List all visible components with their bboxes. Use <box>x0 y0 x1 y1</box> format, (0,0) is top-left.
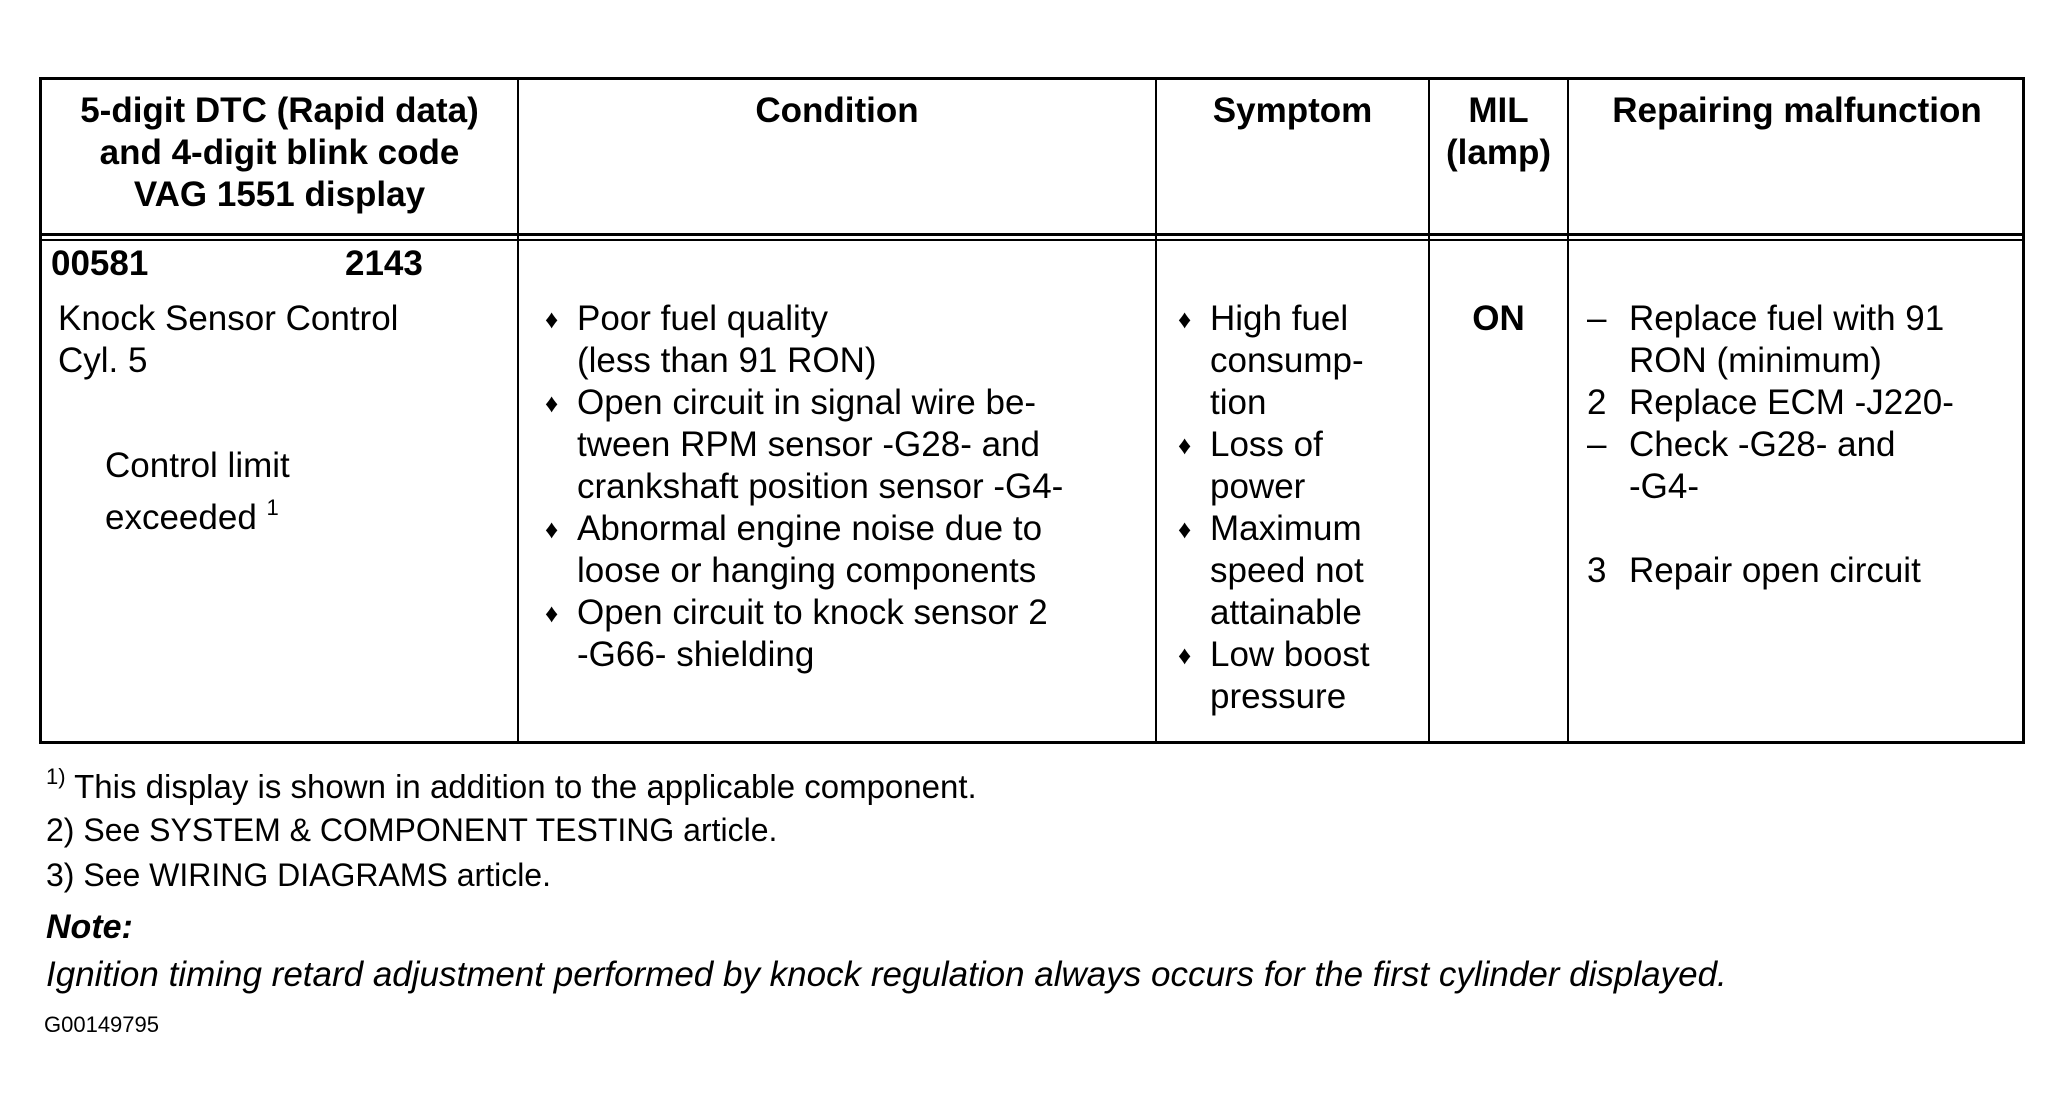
bullet-icon: ♦ <box>1178 640 1192 670</box>
list-item-text: Poor fuel quality <box>577 299 828 338</box>
repair-step-text: Check -G28- and <box>1629 425 1896 464</box>
dtc-blink-code: 2143 <box>345 244 423 283</box>
list-item-text: pressure <box>1210 677 1347 716</box>
column-divider <box>1567 80 1569 741</box>
bullet-icon: ♦ <box>545 304 559 334</box>
bullet-icon: ♦ <box>1178 304 1192 334</box>
repair-step <box>1587 424 1954 508</box>
note-text: Ignition timing retard adjustment performed by knock regulation always occurs for the first cylinder displayed. <box>46 955 1727 994</box>
repair-step-marker: – <box>1587 425 1607 464</box>
repair-step <box>1587 298 1954 382</box>
column-divider <box>517 80 519 741</box>
control-limit: Control limit exceeded $^1$ <box>105 446 290 537</box>
symptom-list <box>1178 298 1370 718</box>
list-item-text: tween RPM sensor -G28- and <box>577 425 1040 464</box>
bullet-icon: ♦ <box>1178 514 1192 544</box>
header-symptom: Symptom <box>1212 91 1373 130</box>
header-repair: Repairing malfunction <box>1612 91 1982 130</box>
repair-step <box>1587 382 1954 424</box>
column-divider <box>1428 80 1430 741</box>
dtc-5digit-code: 00581 <box>51 244 149 283</box>
list-item <box>1178 634 1370 718</box>
footnote-3: 3) See WIRING DIAGRAMS article. <box>46 857 551 893</box>
header-separator <box>42 233 2022 236</box>
spacer <box>1587 508 1954 550</box>
figure-id: G00149795 <box>44 1012 159 1037</box>
repair-step-text: -G4- <box>1629 467 1699 506</box>
list-item-text: Loss of <box>1210 425 1323 464</box>
repair-step-marker: 3 <box>1587 551 1607 590</box>
bullet-icon: ♦ <box>545 514 559 544</box>
list-item <box>1178 298 1370 424</box>
mil-status: ON <box>1472 299 1525 338</box>
header-condition: Condition <box>755 91 919 130</box>
list-item <box>545 508 1063 592</box>
repair-step-marker: 2 <box>1587 383 1607 422</box>
list-item-text: attainable <box>1210 593 1362 632</box>
list-item-text: Open circuit in signal wire be- <box>577 383 1037 422</box>
footnote-2: 2) See SYSTEM & COMPONENT TESTING article. <box>46 812 778 848</box>
header-separator <box>42 239 2022 241</box>
list-item-text: -G66- shielding <box>577 635 815 674</box>
header-dtc: 5-digit DTC (Rapid data) and 4-digit blink code VAG 1551 display <box>80 91 479 214</box>
list-item-text: Abnormal engine noise due to <box>577 509 1043 548</box>
list-item <box>1178 424 1370 508</box>
list-item-text: Low boost <box>1210 635 1370 674</box>
repair-step-marker: – <box>1587 299 1607 338</box>
list-item <box>1178 508 1370 634</box>
list-item-text: (less than 91 RON) <box>577 341 877 380</box>
list-item-text: Open circuit to knock sensor 2 <box>577 593 1048 632</box>
column-divider <box>1155 80 1157 741</box>
note-label: Note: <box>46 908 133 946</box>
list-item <box>545 592 1063 676</box>
repair-step-text: RON (minimum) <box>1629 341 1882 380</box>
footnote-1: $^{1)}$ This display is shown in addition to the applicable component. <box>46 764 977 805</box>
list-item-text: Maximum <box>1210 509 1362 548</box>
list-item-text: consump- <box>1210 341 1364 380</box>
condition-list <box>545 298 1063 676</box>
list-item-text: speed not <box>1210 551 1364 590</box>
bullet-icon: ♦ <box>1178 430 1192 460</box>
list-item-text: High fuel <box>1210 299 1349 338</box>
list-item <box>545 382 1063 508</box>
list-item-text: crankshaft position sensor -G4- <box>577 467 1064 506</box>
repair-step <box>1587 550 1954 592</box>
header-mil: MIL (lamp) <box>1446 91 1551 172</box>
bullet-icon: ♦ <box>545 598 559 628</box>
repair-list <box>1587 298 1954 592</box>
repair-step-text: Repair open circuit <box>1629 551 1921 590</box>
dtc-table <box>39 77 2025 744</box>
list-item-text: tion <box>1210 383 1267 422</box>
repair-step-text: Replace ECM -J220- <box>1629 383 1954 422</box>
list-item-text: loose or hanging components <box>577 551 1037 590</box>
list-item-text: power <box>1210 467 1306 506</box>
list-item <box>545 298 1063 382</box>
bullet-icon: ♦ <box>545 388 559 418</box>
repair-step-text: Replace fuel with 91 <box>1629 299 1945 338</box>
component-name: Knock Sensor Control Cyl. 5 <box>58 299 399 380</box>
footnote-ref: 1 <box>266 495 279 520</box>
